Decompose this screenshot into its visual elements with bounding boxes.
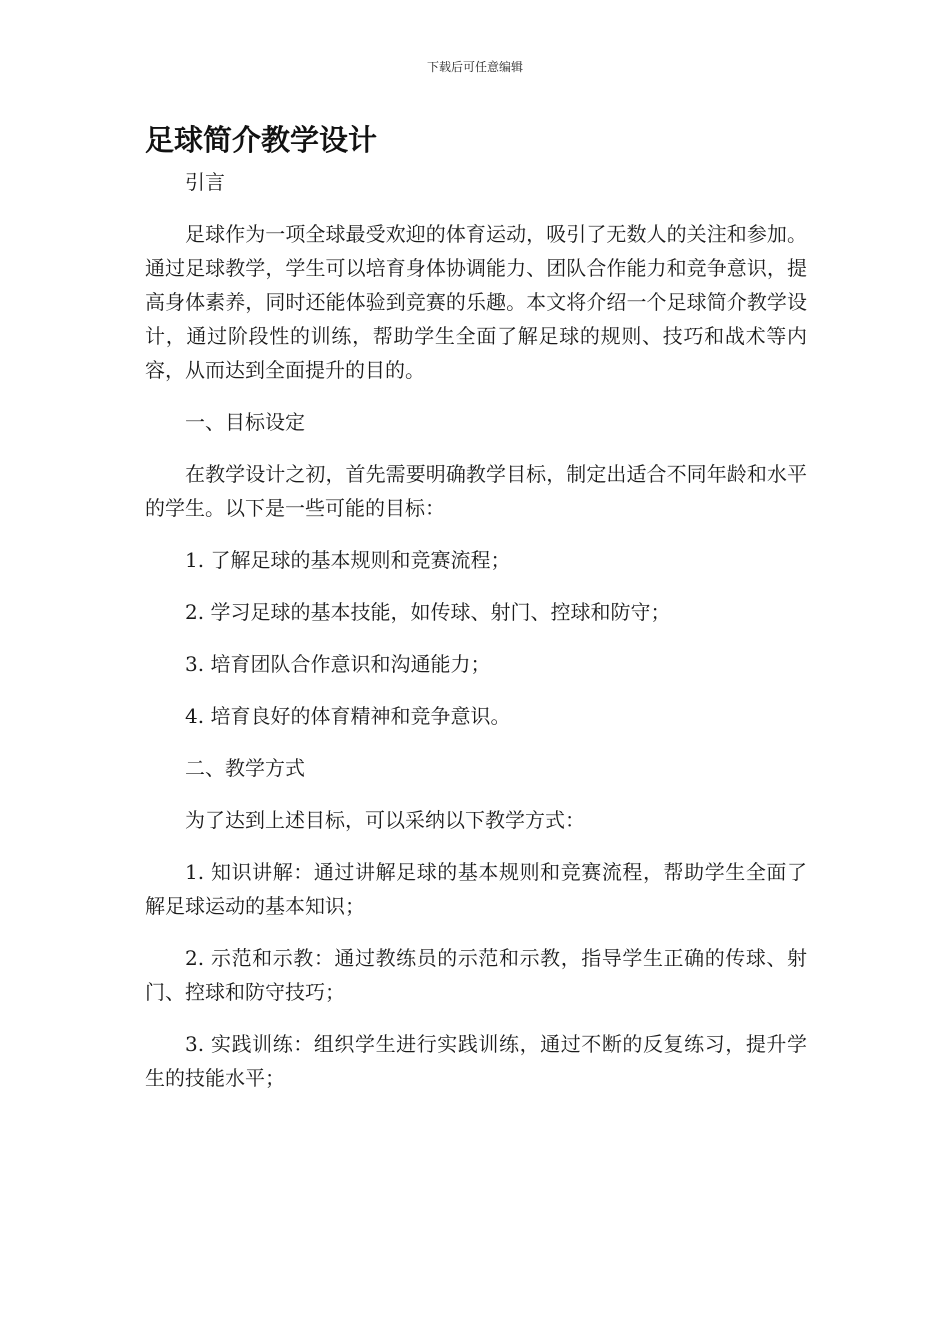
section-heading-methods: 二、教学方式 bbox=[185, 756, 305, 780]
goal-list-item: 4. 培育良好的体育精神和竞争意识。 bbox=[185, 704, 511, 728]
method-list-item: 1. 知识讲解：通过讲解足球的基本规则和竞赛流程，帮助学生全面了解足球运动的基本知识； bbox=[145, 860, 807, 918]
document-title: 足球简介教学设计 bbox=[145, 123, 378, 157]
method-list-item: 3. 实践训练：组织学生进行实践训练，通过不断的反复练习，提升学生的技能水平； bbox=[145, 1032, 807, 1090]
goal-list-item: 2. 学习足球的基本技能，如传球、射门、控球和防守； bbox=[185, 600, 671, 624]
page-header-watermark: 下载后可任意编辑 bbox=[426, 60, 523, 74]
document-body bbox=[145, 165, 807, 1113]
goal-list-item: 1. 了解足球的基本规则和竞赛流程； bbox=[185, 548, 511, 572]
section-heading-goals: 一、目标设定 bbox=[185, 410, 305, 434]
methods-intro-paragraph: 为了达到上述目标，可以采纳以下教学方式： bbox=[185, 808, 585, 832]
goals-intro-paragraph: 在教学设计之初，首先需要明确教学目标，制定出适合不同年龄和水平的学生。以下是一些可能的目标： bbox=[145, 462, 807, 520]
goal-list-item: 3. 培育团队合作意识和沟通能力； bbox=[185, 652, 491, 676]
intro-paragraph: 足球作为一项全球最受欢迎的体育运动，吸引了无数人的关注和参加。通过足球教学，学生可以培育身体协调能力、团队合作能力和竞争意识，提高身体素养，同时还能体验到竞赛的乐趣。本文将介绍一个足球简介教学设计，通过阶段性的训练，帮助学生全面了解足球的规则、技巧和战术等内容，从而达到全面提升的目的。 bbox=[145, 222, 807, 382]
section-heading-intro: 引言 bbox=[185, 170, 225, 194]
method-list-item: 2. 示范和示教：通过教练员的示范和示教，指导学生正确的传球、射门、控球和防守技巧； bbox=[145, 946, 807, 1004]
